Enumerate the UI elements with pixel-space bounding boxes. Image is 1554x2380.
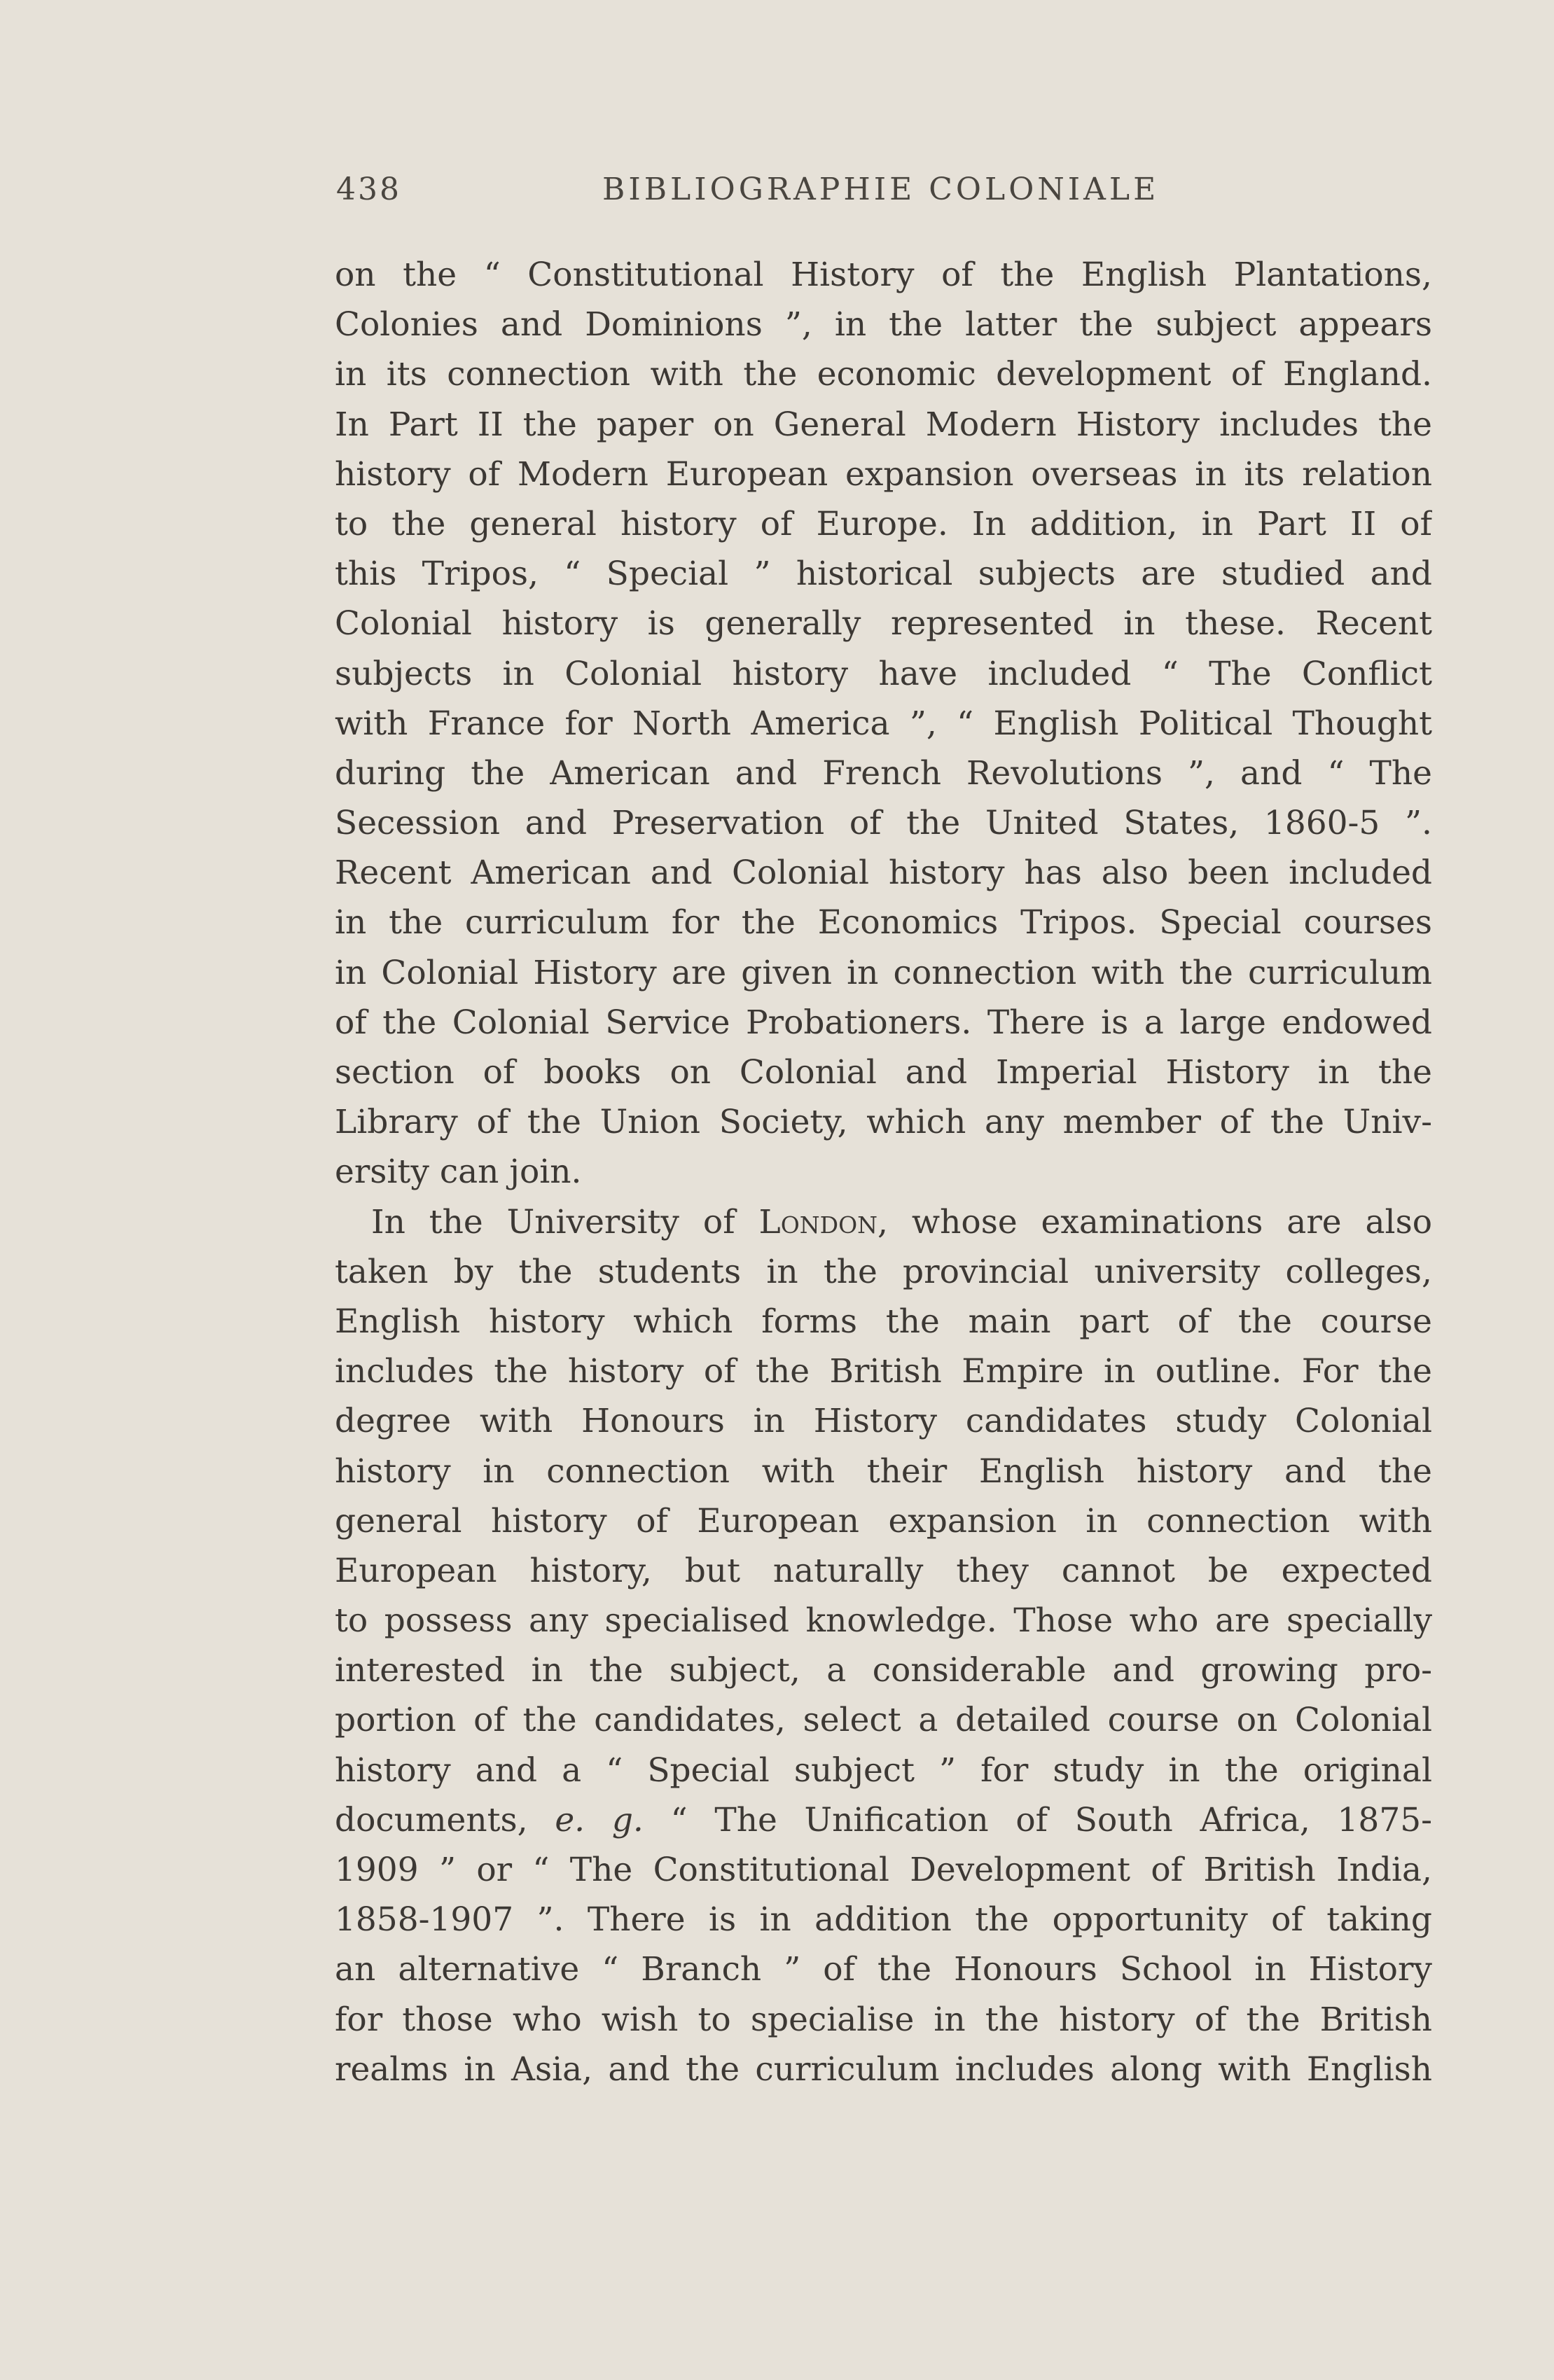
text-line: this Tripos, “ Special ” historical subjects are studied and bbox=[335, 555, 1432, 594]
text-line: subjects in Colonial history have included “ The Conflict bbox=[335, 654, 1432, 693]
text-line: English history which forms the main part of the course bbox=[335, 1302, 1432, 1341]
italic-abbreviation: e. g. bbox=[555, 1800, 644, 1839]
text-line: Colonies and Dominions ”, in the latter the subject appears bbox=[335, 305, 1432, 345]
text-line: in the curriculum for the Economics Tripos. Special courses bbox=[335, 903, 1432, 942]
text-line: history in connection with their English history and the bbox=[335, 1452, 1432, 1491]
text-line: general history of European expansion in connection with bbox=[335, 1501, 1432, 1540]
text-run: “ The Unification of South Africa, 1875- bbox=[643, 1800, 1432, 1839]
text-line: portion of the candidates, select a detailed course on Colonial bbox=[335, 1701, 1432, 1740]
text-line: 1858-1907 ”. There is in addition the opportunity of taking bbox=[335, 1900, 1432, 1940]
text-line: with France for North America ”, “ English Political Thought bbox=[335, 704, 1432, 743]
text-line: during the American and French Revolutions ”, and “ The bbox=[335, 753, 1432, 793]
text-line: section of books on Colonial and Imperial History in the bbox=[335, 1053, 1432, 1092]
header-title: BIBLIOGRAPHIE COLONIALE bbox=[602, 172, 1160, 207]
text-line: Colonial history is generally represented in these. Recent bbox=[335, 604, 1432, 643]
text-line: taken by the students in the provincial university colleges, bbox=[335, 1252, 1432, 1291]
text-line: on the “ Constitutional History of the English Plantations, bbox=[335, 256, 1432, 294]
text-line: in its connection with the economic development of England. bbox=[335, 355, 1432, 394]
text-line: includes the history of the British Empire in outline. For the bbox=[335, 1352, 1432, 1391]
text-line: for those who wish to specialise in the history of the British bbox=[335, 2000, 1432, 2039]
text-line: in Colonial History are given in connection with the curriculum bbox=[335, 953, 1432, 992]
text-line: European history, but naturally they cannot be expected bbox=[335, 1551, 1432, 1590]
text-line-with-italic bbox=[335, 1795, 1432, 1845]
small-caps-name: London bbox=[758, 1202, 878, 1241]
text-line: interested in the subject, a considerable and growing pro- bbox=[335, 1651, 1432, 1690]
text-run: , whose examinations are also bbox=[877, 1202, 1432, 1241]
text-line: to the general history of Europe. In addition, in Part II of bbox=[335, 504, 1432, 543]
paragraph-first-line bbox=[335, 1197, 1432, 1247]
text-line: history and a “ Special subject ” for study in the original bbox=[335, 1751, 1432, 1790]
text-line: In Part II the paper on General Modern History includes the bbox=[335, 405, 1432, 444]
text-line: realms in Asia, and the curriculum includes along with English bbox=[335, 2050, 1432, 2089]
running-head bbox=[336, 172, 1443, 214]
text-line: to possess any specialised knowledge. Those who are specially bbox=[335, 1601, 1432, 1641]
text-line: Library of the Union Society, which any member of the Univ- bbox=[335, 1103, 1432, 1142]
body-text bbox=[335, 250, 1432, 2094]
text-run: documents, bbox=[335, 1800, 555, 1839]
text-run: In the University of bbox=[371, 1202, 759, 1241]
text-line: Secession and Preservation of the United States, 1860-5 ”. bbox=[335, 804, 1432, 843]
text-line: an alternative “ Branch ” of the Honours School in History bbox=[335, 1950, 1432, 1989]
text-line: 1909 ” or “ The Constitutional Development of British India, bbox=[335, 1851, 1432, 1889]
text-line: ersity can join. bbox=[335, 1153, 582, 1192]
text-line: Recent American and Colonial history has also been included bbox=[335, 854, 1432, 893]
text-line: degree with Honours in History candidates study Colonial bbox=[335, 1402, 1432, 1441]
text-line: history of Modern European expansion overseas in its relation bbox=[335, 454, 1432, 494]
text-line: of the Colonial Service Probationers. There is a large endowed bbox=[335, 1003, 1432, 1042]
page-number: 438 bbox=[336, 172, 401, 207]
